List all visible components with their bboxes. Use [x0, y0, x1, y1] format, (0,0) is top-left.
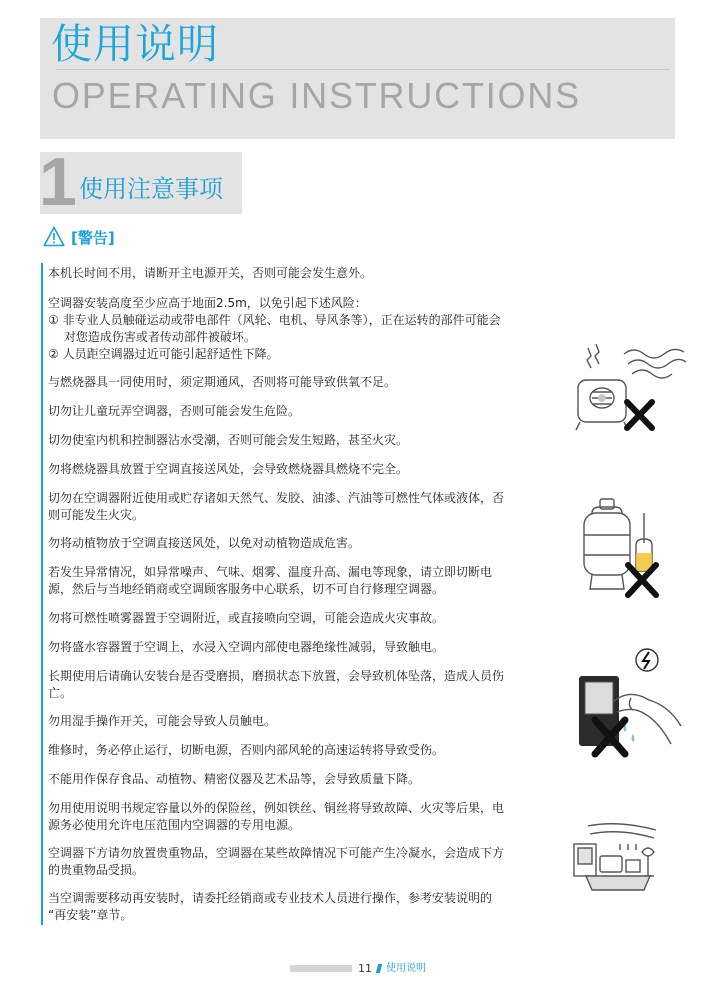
warning-item-line: 不能用作保存食品、动植物、精密仪器及艺术品等，会导致质量下降。	[48, 772, 421, 786]
warning-item-line: 本机长时间不用，请断开主电源开关，否则可能会发生意外。	[48, 266, 373, 280]
page-number: 11	[358, 962, 372, 975]
warning-item-line: 勿将动植物放于空调直接送风处，以免对动植物造成危害。	[48, 536, 361, 550]
warning-item-line: 勿将可燃性喷雾器置于空调附近，或直接喷向空调，可能会造成火灾事故。	[48, 611, 445, 625]
warning-item-line: “再安装”章节。	[48, 908, 133, 922]
heater-prohibited-illustration	[572, 342, 692, 434]
warning-item	[48, 461, 560, 478]
gas-cylinder-prohibited-illustration	[578, 495, 670, 603]
warning-item	[48, 890, 560, 924]
warning-item	[48, 295, 560, 363]
warning-item-line: 维修时，务必停止运行，切断电源，否则内部风轮的高速运转将导致受伤。	[48, 743, 445, 757]
warning-item-line: 若发生异常情况，如异常噪声、气味、烟雾、温度升高、漏电等现象，请立即切断电	[48, 565, 493, 579]
warning-item-line: 切勿使室内机和控制器沾水受潮，否则可能会发生短路，甚至火灾。	[48, 433, 409, 447]
warning-item-line: 与燃烧器具一同使用时，须定期通风，否则将可能导致供氧不足。	[48, 375, 397, 389]
warning-item	[48, 490, 560, 524]
warning-item-line: 的贵重物品受损。	[48, 863, 145, 877]
warning-item	[48, 265, 560, 282]
warning-label: [警告]	[71, 229, 115, 247]
warning-item	[48, 742, 560, 759]
warning-item-line: 对您造成伤害或者传动部件被破坏。	[48, 330, 256, 344]
section-title: 使用注意事项	[79, 175, 223, 203]
warning-item	[48, 639, 560, 656]
footer-bar	[290, 965, 352, 972]
warning-item	[48, 564, 560, 598]
warning-item-line: 切勿在空调器附近使用或贮存诸如天然气、发胶、油漆、汽油等可燃性气体或液体，否	[48, 491, 505, 505]
warning-item-line: 当空调需要移动再安装时，请委托经销商或专业技术人员进行操作，参考安装说明的	[48, 891, 493, 905]
warning-item-line: 切勿让儿童玩弄空调器，否则可能会发生危险。	[48, 404, 301, 418]
warning-item	[48, 535, 560, 552]
warning-item-line: 勿用使用说明书规定容量以外的保险丝，例如铁丝、铜丝将导致故障、火灾等后果，电	[48, 801, 505, 815]
warning-item-line: ② 人员距空调器过近可能引起舒适性下降。	[48, 347, 279, 361]
warning-item-line: 源务必使用允许电压范围内空调器的专用电源。	[48, 818, 301, 832]
warning-item	[48, 713, 560, 730]
wet-hand-prohibited-illustration	[573, 644, 685, 764]
warning-item-line: 空调器下方请勿放置贵重物品，空调器在某些故障情况下可能产生冷凝水，会造成下方	[48, 846, 505, 860]
warning-item	[48, 432, 560, 449]
warning-item	[48, 845, 560, 879]
warning-item	[48, 800, 560, 834]
warning-item	[48, 668, 560, 702]
warning-item-line: 勿将燃烧器具放置于空调直接送风处，会导致燃烧器具燃烧不完全。	[48, 462, 409, 476]
warning-item-line: 亡。	[48, 686, 73, 700]
warning-item-line: 则可能发生火灾。	[48, 508, 145, 522]
footer-label: 使用说明	[386, 963, 426, 974]
warning-item	[48, 403, 560, 420]
warning-item-line: 源，然后与当地经销商或空调顾客服务中心联系，切不可自行修理空调器。	[48, 582, 445, 596]
valuables-under-ac-illustration	[570, 820, 666, 898]
warning-item	[48, 374, 560, 391]
warning-item-line: 勿将盛水容器置于空调上，水浸入空调内部使电器绝缘性减弱，导致触电。	[48, 640, 445, 654]
warning-item-line: 空调器安装高度至少应高于地面2.5m，以免引起下述风险：	[48, 296, 367, 310]
footer-accent-mark	[376, 964, 382, 973]
warning-item-line: ① 非专业人员触碰运动或带电部件（风轮、电机、导风条等），正在运转的部件可能会	[48, 313, 501, 327]
section-number: 1	[39, 144, 77, 220]
warning-item	[48, 771, 560, 788]
page-title-en: OPERATING INSTRUCTIONS	[52, 75, 581, 116]
warning-item	[48, 610, 560, 627]
warning-item-line: 长期使用后请确认安装台是否受磨损，磨损状态下放置，会导致机体坠落，造成人员伤	[48, 669, 505, 683]
warning-triangle-icon	[43, 226, 65, 247]
warning-side-rule	[41, 263, 43, 925]
page-title-cn: 使用说明	[51, 20, 219, 68]
title-divider	[56, 69, 670, 70]
warning-item-line: 勿用湿手操作开关，可能会导致人员触电。	[48, 714, 277, 728]
